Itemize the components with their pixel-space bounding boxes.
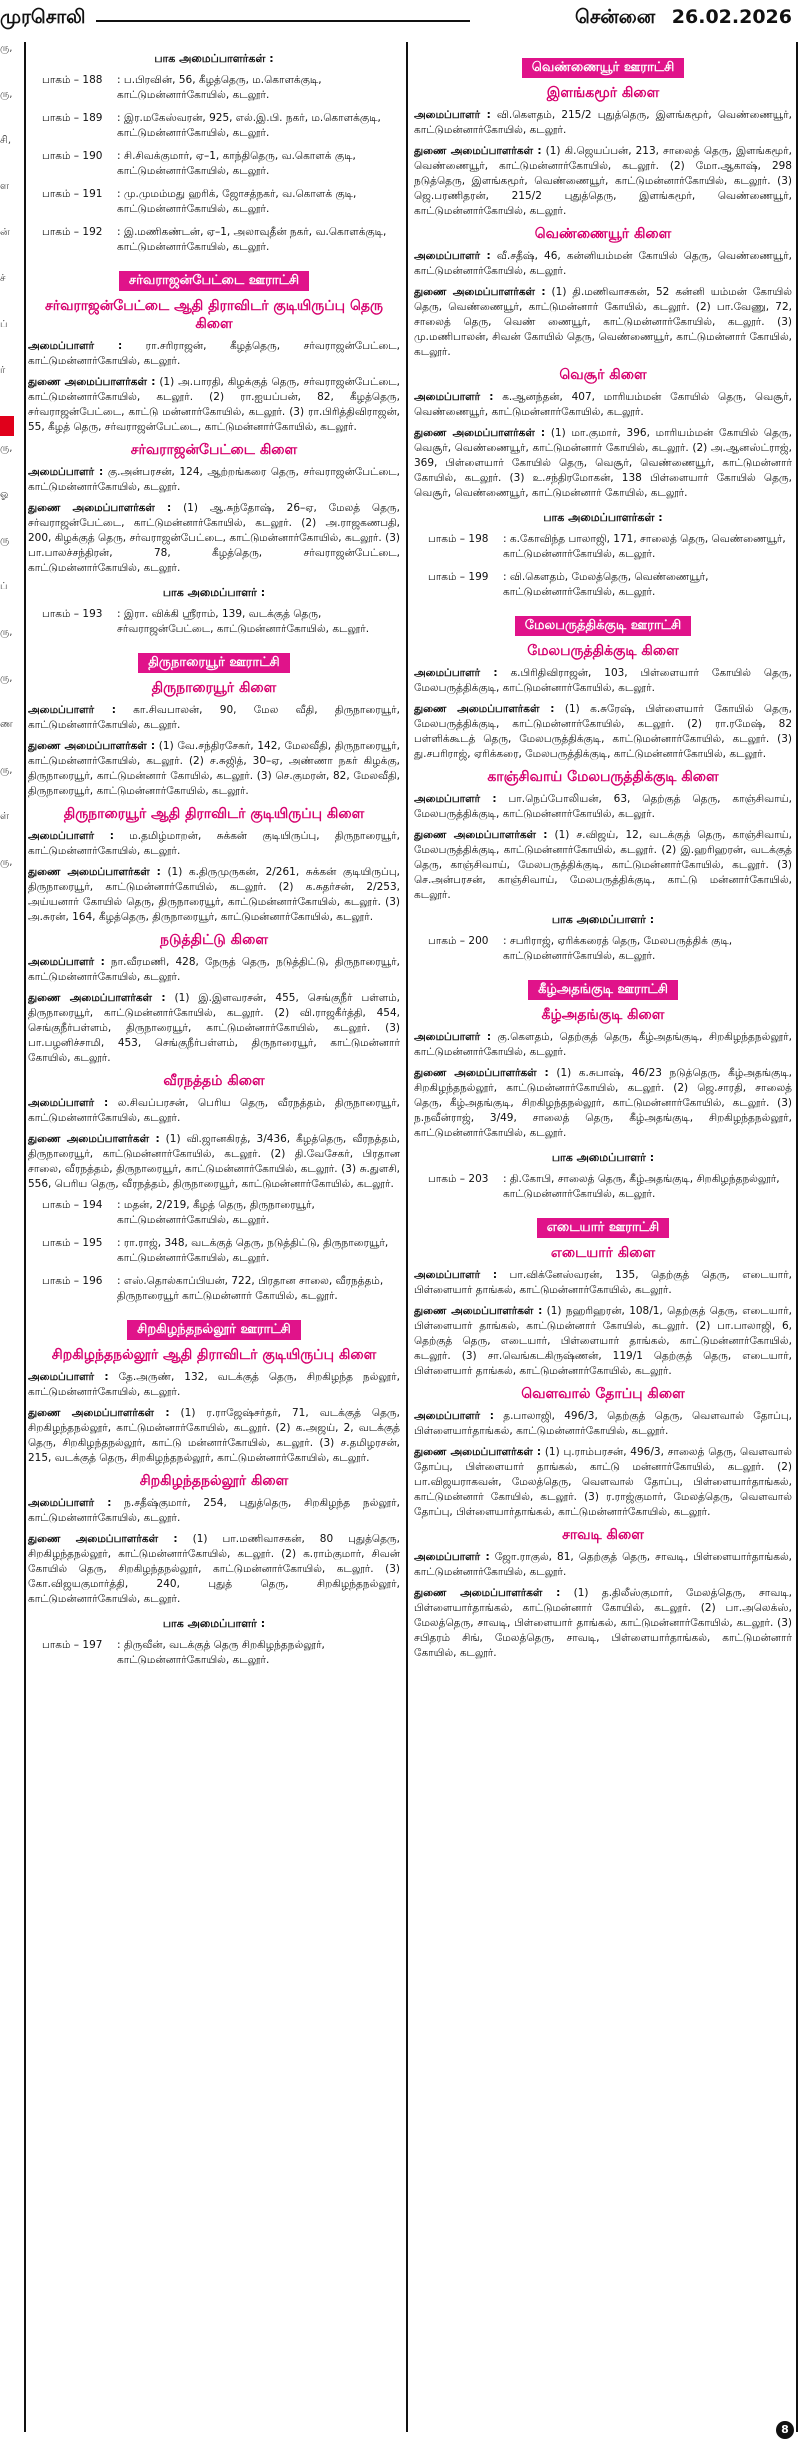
branch-heading: எடையார் கிளை (550, 1245, 656, 1261)
panchayat-banner-label: திருநாரையூர் ஊராட்சி (138, 653, 289, 673)
organizer-entry (414, 1030, 792, 1060)
booth-entry (28, 149, 400, 179)
role-label: அமைப்பாளர் : (414, 793, 497, 805)
booth-details: : மு.முமம்மது ஹரிக், ஜோசத்நகர், வ.கொளக் குடி, காட்டுமன்னார்கோயில், கடலூர். (117, 188, 357, 215)
organizer-details: பா.விக்னேஸ்வரன், 135, தெற்குத் தெரு, எடையார், பிள்ளையார் தாங்கல், காட்டுமன்னார்கோயில், கடலூர். (414, 1269, 792, 1296)
booth-details: : க.கோவிந்த பாலாஜி, 171, சாலைத் தெரு, வெண்ணையூர், காட்டுமன்னார்கோயில், கடலூர். (503, 533, 786, 560)
header-rule (96, 20, 470, 22)
organizer-entry (414, 108, 792, 138)
role-label: அமைப்பாளர் : (28, 466, 104, 478)
branch-heading: சாவடி கிளை (562, 1527, 644, 1543)
booth-details: : இரா. விக்கி ஸ்ரீராம், 139, வடக்குத் தெரு, சர்வராஜன்பேட்டை, காட்டுமன்னார்கோயில், கடலூர். (117, 608, 370, 635)
organizer-details: (1) இ.இளவரசன், 455, செங்குநீர் பள்ளம், திருநாரையூர், காட்டுமன்னார்கோயில், கடலூர். (2) வி.ராஜகீர்த்தி, 454, செங்குநீர்பள்ளம், திருநாரையூர், காட்டுமன்னார்கோயில், கடலூர். (3) பா.பழனிச்சாமி, 453, செங்குநீர்பள்ளம், திருநாரையூர், காட்டுமன்னார் கோயில், கடலூர். (28, 992, 400, 1064)
booth-entry (28, 1638, 400, 1668)
organizer-details: (1) க.சுபாஷ், 46/23 நடுத்தெரு, கீழ்அதங்குடி, சிறகிழந்தநல்லூர், காட்டுமன்னார்கோயில், கடலூர். (2) ஜெ.சாரதி, சாலைத் தெரு, கீழ்அதங்குடி, சிறகிழந்தநல்லூர், காட்டுமன்னார்கோயில், கடலூர். (3) ந.நவீன்ராஜ், 3/49, சாலைத் தெரு, கீழ்அதங்குடி, சிறகிழந்தநல்லூர், காட்டுமன்னார்கோயில், கடலூர். (414, 1067, 792, 1139)
organizer-entry (414, 1409, 792, 1439)
booth-entry (414, 934, 792, 964)
panchayat-banner-label: கீழ்அதங்குடி ஊராட்சி (528, 980, 678, 1000)
section-caption: பாக அமைப்பாளர் : (551, 1151, 655, 1164)
left-edge-column-fragment (0, 42, 22, 2432)
edge-fragment: ன் (0, 227, 10, 238)
organizer-details: க.ஆனந்தன், 407, மாரியம்மன் கோயில் தெரு, வெசூர், வெண்ணையூர், காட்டுமன்னார்கோயில், கடலூர். (414, 391, 792, 418)
panchayat-banner (414, 978, 792, 1000)
role-label: அமைப்பாளர் : (28, 1097, 109, 1109)
newspaper-name: முரசொலி (0, 6, 86, 28)
organizer-entry (414, 666, 792, 696)
organizer-entry (28, 1132, 400, 1192)
edge-fragment: ரு, (0, 627, 13, 638)
section-caption: பாக அமைப்பாளர் : (162, 586, 266, 599)
organizer-entry (414, 249, 792, 279)
role-label: துணை அமைப்பாளர்கள் : (414, 145, 542, 157)
role-label: அமைப்பாளர் : (414, 1031, 492, 1043)
organizer-details: தே.அருண், 132, வடக்குத் தெரு, சிறகிழந்த நல்லூர், காட்டுமன்னார்கோயில், கடலூர். (28, 1371, 400, 1398)
panchayat-banner (414, 614, 792, 636)
booth-number: பாகம் – 193 (42, 608, 103, 620)
organizer-entry (414, 285, 792, 360)
role-label: அமைப்பாளர் : (414, 109, 491, 121)
edge-fragment: ரு, (0, 765, 13, 776)
branch-heading: வெளவால் தோப்பு கிளை (521, 1386, 685, 1402)
booth-details: : எஸ்.தொல்காப்பியன், 722, பிரதான சாலை, வீரநத்தம், திருநாரையூர் காட்டுமன்னார் கோயில், கடலூர். (117, 1275, 384, 1302)
masthead (0, 0, 800, 42)
panchayat-banner (414, 56, 792, 78)
edge-fragment: ப் (0, 581, 8, 592)
branch-heading: சிறகிழந்தநல்லூர் கிளை (139, 1473, 289, 1489)
booth-entry (28, 225, 400, 255)
edge-fragment: ப் (0, 319, 8, 330)
organizer-details: ல.சிவப்பரசன், பெரிய தெரு, வீரநத்தம், திருநாரையூர், காட்டுமன்னார்கோயில், கடலூர். (28, 1097, 400, 1124)
edge-fragment: ரு, (0, 43, 13, 54)
booth-entry (28, 111, 400, 141)
role-label: துணை அமைப்பாளர்கள் : (414, 1067, 549, 1079)
role-label: துணை அமைப்பாளர்கள் : (414, 703, 555, 715)
booth-entry (28, 1274, 400, 1304)
organizer-details: (1) வி.ஜானகிரத், 3/436, கீழத்தெரு, வீரநத்தம், திருநாரையூர், காட்டுமன்னார்கோயில், கடலூர். (2) தி.வேசேகர், பிரதான சாலை, வீரநத்தம், திருநாரையூர், காட்டுமன்னார்கோயில், கடலூர். (3) சு.துளசி, 556, பெரிய தெரு, வீரநத்தம், திருநாரையூர், காட்டுமன்னார்கோயில், கடலூர். (28, 1133, 400, 1190)
edge-fragment: ச் (0, 273, 6, 284)
role-label: துணை அமைப்பாளர்கள் : (414, 427, 546, 439)
organizer-entry (28, 465, 400, 495)
section-caption: பாக அமைப்பாளர்கள் : (543, 511, 663, 524)
organizer-entry (414, 426, 792, 501)
organizer-entry (28, 1496, 400, 1526)
organizer-details: (1) ஆ.சுந்தோஷ், 26–ஏ, மேலத் தெரு, சர்வராஜன்பேட்டை, காட்டுமன்னார்கோயில், கடலூர். (2) அ.ராஜகணபதி, 200, கிழக்குத் தெரு, சர்வராஜன்பேட்டை, காட்டுமன்னார்கோயில், கடலூர். (3) பா.பாலச்சந்திரன், 78, கீழத்தெரு, சர்வராஜன்பேட்டை, காட்டுமன்னார்கோயில், கடலூர். (28, 502, 400, 574)
role-label: அமைப்பாளர் : (414, 667, 498, 679)
organizer-details: (1) க.சுரேஷ், பிள்ளையார் கோயில் தெரு, மேலபருத்திக்குடி, காட்டுமன்னார்கோயில், கடலூர். (2) ரா.ரமேஷ், 82 பள்ளிக்கூடத் தெரு, மேலபருத்திக்குடி, காட்டுமன்னார்கோயில், கடலூர். (3) து.சபரிராஜ், ஏரிக்கரை, மேலபருத்திக்குடி, காட்டுமன்னார்கோயில், கடலூர். (414, 703, 792, 760)
booth-details: : மதன், 2/219, கீழத் தெரு, திருநாரையூர், காட்டுமன்னார்கோயில், கடலூர். (117, 1199, 315, 1226)
panchayat-banner-label: சிறகிழந்தநல்லூர் ஊராட்சி (127, 1320, 301, 1340)
booth-entry (414, 1172, 792, 1202)
booth-number: பாகம் – 203 (428, 1173, 489, 1185)
organizer-entry (414, 1066, 792, 1141)
organizer-details: (1) தி.மணிவாசகன், 52 கன்னி யம்மன் கோயில் தெரு, வெண்ணையூர், காட்டுமன்னார் கோயில், கடலூர். (2) பா.வேணு, 72, சாலைத் தெரு, வெண் ணையூர், காட்டுமன்னார்கோயில், கடலூர். (3) மு.மணிபாலன், சிவன் கோயில் தெரு, வெண்ணையூர், காட்டுமன்னார் கோயில், கடலூர். (414, 286, 792, 358)
red-marker (0, 416, 14, 436)
edge-fragment: ரு, (0, 857, 13, 868)
organizer-details: (1) ர.ராஜேஷ்சர்தர், 71, வடக்குத் தெரு, சிறகிழந்தநல்லூர், காட்டுமன்னார்கோயில், கடலூர். (2) க.அஜய், 2, வடக்குத் தெரு, சிறகிழந்தநல்லூர், காட்டு மன்னார்கோயில், கடலூர். (3) ச.தமிழரசன், 215, வடக்குத் தெரு, சிறகிழந்தநல்லூர், காட்டுமன்னார்கோயில், கடலூர். (28, 1407, 400, 1464)
section-caption: பாக அமைப்பாளர் : (162, 1617, 266, 1630)
role-label: அமைப்பாளர் : (414, 250, 491, 262)
role-label: துணை அமைப்பாளர்கள் : (414, 1587, 561, 1599)
branch-heading: கீழ்அதங்குடி கிளை (541, 1007, 665, 1023)
panchayat-banner-label: எடையார் ஊராட்சி (537, 1218, 669, 1238)
edge-fragment: ரு (0, 535, 10, 546)
branch-heading: வெண்ணையூர் கிளை (534, 226, 672, 242)
booth-entry (28, 1236, 400, 1266)
booth-entry (28, 607, 400, 637)
role-label: அமைப்பாளர் : (28, 1371, 109, 1383)
organizer-details: ந.சதீஷ்குமார், 254, புதுத்தெரு, சிறகிழந்த நல்லூர், காட்டுமன்னார்கோயில், கடலூர். (28, 1497, 400, 1524)
organizer-entry (28, 1370, 400, 1400)
booth-entry (414, 570, 792, 600)
role-label: துணை அமைப்பாளர்கள் : (414, 286, 546, 298)
column-divider-middle (406, 42, 408, 2432)
organizer-entry (28, 991, 400, 1066)
page-number-badge: 8 (776, 2421, 794, 2439)
organizer-details: (1) ச.விஜய், 12, வடக்குத் தெரு, காஞ்சிவாய், மேலபருத்திக்குடி, காட்டுமன்னார்கோயில், கடலூர். (2) இ.ஹரிஹரன், வடக்குத் தெரு, காஞ்சிவாய், மேலபருத்திக்குடி, காட்டுமன்னார்கோயில், கடலூர். (3) செ.அன்பரசன், காஞ்சிவாய், மேலபருத்திக்குடி, காட்டு மன்னார்கோயில், கடலூர். (414, 829, 792, 901)
column-divider-right (796, 42, 798, 2432)
panchayat-banner-label: வெண்ணையூர் ஊராட்சி (522, 58, 685, 78)
booth-details: : இ.மணிகண்டன், ஏ–1, அலாவுதீன் நகர், வ.கொளக்குடி, காட்டுமன்னார்கோயில், கடலூர். (117, 226, 387, 253)
organizer-entry (28, 739, 400, 799)
edge-fragment: ரு, (0, 673, 13, 684)
organizer-entry (28, 955, 400, 985)
branch-heading: நடுத்திட்டு கிளை (160, 932, 268, 948)
organizer-entry (28, 703, 400, 733)
organizer-entry (28, 339, 400, 369)
edge-fragment: ரு, (0, 443, 13, 454)
city: சென்னை (575, 6, 656, 28)
booth-entry (28, 187, 400, 217)
booth-number: பாகம் – 197 (42, 1639, 103, 1651)
role-label: துணை அமைப்பாளர்கள் : (414, 829, 548, 841)
edge-fragment: ஓ (0, 489, 9, 500)
branch-heading: திருநாரையூர் ஆதி திராவிடர் குடியிருப்பு கிளை (63, 806, 365, 822)
role-label: அமைப்பாளர் : (414, 391, 494, 403)
organizer-entry (28, 829, 400, 859)
organizer-details: ஜோ.ராகுல், 81, தெற்குத் தெரு, சாவடி, பிள்ளையார்தாங்கல், காட்டுமன்னார்கோயில், கடலூர். (414, 1551, 792, 1578)
organizer-entry (414, 1304, 792, 1379)
booth-number: பாகம் – 191 (42, 188, 103, 200)
organizer-entry (414, 1445, 792, 1520)
page-body (0, 42, 800, 2432)
role-label: துணை அமைப்பாளர்கள் : (28, 1407, 170, 1419)
organizer-details: பா.நெப்போலியன், 63, தெற்குத் தெரு, காஞ்சிவாய், மேலபருத்திக்குடி, காட்டுமன்னார்கோயில், கடலூர். (414, 793, 792, 820)
organizer-details: வீ.சதீஷ், 46, கன்னியம்மன் கோயில் தெரு, வெண்ணையூர், காட்டுமன்னார்கோயில், கடலூர். (414, 250, 792, 277)
organizer-details: ரா.சரிராஜன், கீழத்தெரு, சர்வராஜன்பேட்டை, காட்டுமன்னார்கோயில், கடலூர். (28, 340, 400, 367)
organizer-entry (414, 144, 792, 219)
role-label: அமைப்பாளர் : (28, 830, 114, 842)
booth-number: பாகம் – 196 (42, 1275, 103, 1287)
role-label: துணை அமைப்பாளர்கள் : (28, 866, 161, 878)
role-label: துணை அமைப்பாளர்கள் : (28, 1133, 160, 1145)
branch-heading: வெசூர் கிளை (559, 367, 647, 383)
organizer-entry (414, 792, 792, 822)
booth-details: : திருவீன், வடக்குத் தெரு சிறகிழந்தநல்லூர், காட்டுமன்னார்கோயில், கடலூர். (117, 1639, 325, 1666)
organizer-entry (414, 1268, 792, 1298)
organizer-entry (28, 375, 400, 435)
city-date (565, 6, 792, 31)
booth-number: பாகம் – 188 (42, 74, 103, 86)
organizer-details: (1) வே.சந்திரசேகர், 142, மேலவீதி, திருநாரையூர், காட்டுமன்னார்கோயில், கடலூர். (2) ச.சுஜித், 30–ஏ, அண்ணா நகர் கிழக்கு, திருநாரையூர், காட்டுமன்னார் கோயில், கடலூர். (3) செ.குமரன், 82, மேலவீதி, திருநாரையூர், காட்டுமன்னார்கோயில், கடலூர். (28, 740, 400, 797)
booth-details: : தி.கோபி, சாலைத் தெரு, கீழ்அதங்குடி, சிறகிழந்தநல்லூர், காட்டுமன்னார்கோயில், கடலூர். (503, 1173, 780, 1200)
branch-heading: காஞ்சிவாய் மேலபருத்திக்குடி கிளை (487, 769, 719, 785)
edge-fragment: சி, (0, 135, 12, 146)
booth-entry (414, 532, 792, 562)
booth-number: பாகம் – 194 (42, 1199, 103, 1211)
section-caption: பாக அமைப்பாளர்கள் : (154, 52, 274, 65)
organizer-entry (28, 1406, 400, 1466)
role-label: துணை அமைப்பாளர்கள் : (28, 376, 156, 388)
booth-details: : சபரிராஜ், ஏரிக்கரைத் தெரு, மேலபருத்திக் குடி, காட்டுமன்னார்கோயில், கடலூர். (503, 935, 733, 962)
organizer-details: கா.சிவபாலன், 90, மேல வீதி, திருநாரையூர், காட்டுமன்னார்கோயில், கடலூர். (28, 704, 400, 731)
column-1 (28, 42, 400, 2432)
organizer-details: (1) மா.குமார், 396, மாரியம்மன் கோயில் தெரு, வெசூர், வெண்ணையூர், காட்டுமன்னார் கோயில், கடலூர். (2) அ.ஆனஸ்ட்ராஜ், 369, பிள்ளையார் கோயில் தெரு, வெசூர், வெண்ணையூர், காட்டுமன்னார் கோயில், கடலூர். (3) உ.சந்திரமோகன், 138 பிள்ளையார் கோயில் தெரு, வெசூர், வெண்ணையூர், காட்டுமன்னார் கோயில், கடலூர். (414, 427, 792, 499)
panchayat-banner-label: சர்வராஜன்பேட்டை ஊராட்சி (119, 271, 309, 291)
role-label: அமைப்பாளர் : (414, 1551, 490, 1563)
organizer-details: நா.வீரமணி, 428, நேருத் தெரு, நடுத்திட்டு, திருநாரையூர், காட்டுமன்னார்கோயில், கடலூர். (28, 956, 400, 983)
organizer-entry (414, 1550, 792, 1580)
branch-heading: சர்வராஜன்பேட்டை ஆதி திராவிடர் குடியிருப்பு தெரு கிளை (45, 298, 383, 332)
booth-number: பாகம் – 199 (428, 571, 489, 583)
role-label: அமைப்பாளர் : (28, 340, 123, 352)
booth-number: பாகம் – 189 (42, 112, 103, 124)
panchayat-banner-label: மேலபருத்திக்குடி ஊராட்சி (515, 616, 691, 636)
role-label: துணை அமைப்பாளர்கள் : (28, 502, 172, 514)
organizer-entry (28, 501, 400, 576)
edge-fragment: ர் (0, 365, 6, 376)
booth-number: பாகம் – 198 (428, 533, 489, 545)
branch-heading: சர்வராஜன்பேட்டை கிளை (130, 442, 298, 458)
role-label: அமைப்பாளர் : (414, 1410, 494, 1422)
booth-entry (28, 1198, 400, 1228)
organizer-entry (28, 865, 400, 925)
organizer-details: (1) பா.மணிவாசகன், 80 புதுத்தெரு, சிறகிழந்தநல்லூர், காட்டுமன்னார்கோயில், கடலூர். (2) க.ராம்குமார், சிவன் கோயில் தெரு, சிறகிழந்தநல்லூர், காட்டுமன்னார்கோயில், கடலூர். (3) கோ.விஜயகுமார்த்தி, 240, புதுத் தெரு, சிறகிழந்தநல்லூர், காட்டுமன்னார்கோயில், கடலூர். (28, 1533, 400, 1605)
column-divider-left (24, 42, 26, 2432)
organizer-entry (414, 828, 792, 903)
organizer-details: கு.கௌதம், தெற்குத் தெரு, கீழ்அதங்குடி, சிறகிழந்தநல்லூர், காட்டுமன்னார்கோயில், கடலூர். (414, 1031, 792, 1058)
role-label: அமைப்பாளர் : (28, 956, 105, 968)
organizer-details: (1) நஹரிஹரன், 108/1, தெற்குத் தெரு, எடையார், பிள்ளையார் தாங்கல், காட்டுமன்னார் கோயில், கடலூர். (2) பா.பாலாஜி, 6, தெற்குத் தெரு, எடையார், பிள்ளையார் தாங்கல், காட்டுமன்னார்கோயில், கடலூர். (3) சா.வெங்கடகிருஷ்ணன், 119/1 தெற்குத் தெரு, எடையார், பிள்ளையார் தாங்கல், காட்டுமன்னார்கோயில், கடலூர். (414, 1305, 792, 1377)
branch-heading: சிறகிழந்தநல்லூர் ஆதி திராவிடர் குடியிருப்பு கிளை (51, 1347, 377, 1363)
booth-number: பாகம் – 192 (42, 226, 103, 238)
role-label: துணை அமைப்பாளர்கள் : (28, 992, 166, 1004)
booth-details: : வி.கௌதம், மேலத்தெரு, வெண்ணையூர், காட்டுமன்னார்கோயில், கடலூர். (503, 571, 709, 598)
section-caption: பாக அமைப்பாளர் : (551, 913, 655, 926)
booth-details: : இர.மகேஸ்வரன், 925, எல்.இ.பி. நகர், ம.கொளக்குடி, காட்டுமன்னார்கோயில், கடலூர். (117, 112, 381, 139)
booth-details: : ரா.ராஜ், 348, வடக்குத் தெரு, நடுத்திட்டு, திருநாரையூர், காட்டுமன்னார்கோயில், கடலூர். (117, 1237, 389, 1264)
booth-details: : ப.பிரவின், 56, கீழத்தெரு, ம.கொளக்குடி, காட்டுமன்னார்கோயில், கடலூர். (117, 74, 322, 101)
branch-heading: திருநாரையூர் கிளை (151, 680, 277, 696)
panchayat-banner (414, 1216, 792, 1238)
organizer-details: த.பாலாஜி, 496/3, தெற்குத் தெரு, வெளவால் தோப்பு, பிள்ளையார்தாங்கல், காட்டுமன்னார்கோயில், கடலூர். (414, 1410, 792, 1437)
organizer-details: (1) பு.ராம்பரசன், 496/3, சாலைத் தெரு, வெளவால் தோப்பு, பிள்ளையார் தாங்கல், காட்டு மன்னார்கோயில், கடலூர். (2) பா.விஜயராகவன், மேலத்தெரு, வெளவால் தோப்பு, பிள்ளையார்தாங்கல், காட்டுமன்னார் கோயில், கடலூர். (3) ர.ராஜ்குமார், மேலத்தெரு, வெளவால் தோப்பு, பிள்ளையார்தாங்கல், காட்டுமன்னார்கோயில், கடலூர். (414, 1446, 792, 1518)
organizer-entry (28, 1096, 400, 1126)
branch-heading: வீரநத்தம் கிளை (163, 1073, 265, 1089)
organizer-details: (1) த.திலீஸ்குமார், மேலத்தெரு, சாவடி, பிள்ளையார்தாங்கல், காட்டுமன்னார் கோயில், கடலூர். (2) பா.அலெக்ஸ், மேலத்தெரு, சாவடி, பிள்ளையார் தாங்கல், காட்டுமன்னார்கோயில், கடலூர். (3) சபிதரம் சிங், மேலத்தெரு, சாவடி, பிள்ளையார்தாங்கல், காட்டுமன்னார் கோயில், கடலூர். (414, 1587, 792, 1659)
booth-number: பாகம் – 200 (428, 935, 489, 947)
organizer-entry (28, 1532, 400, 1607)
panchayat-banner (28, 1318, 400, 1340)
edge-fragment: ள் (0, 811, 10, 822)
role-label: துணை அமைப்பாளர்கள் : (414, 1305, 543, 1317)
role-label: துணை அமைப்பாளர்கள் : (414, 1446, 542, 1458)
role-label: அமைப்பாளர் : (414, 1269, 498, 1281)
column-2 (414, 42, 792, 2432)
edge-fragment: ண (0, 719, 13, 730)
organizer-details: வி.கௌதம், 215/2 புதுத்தெரு, இளங்கமூர், வெண்ணையூர், காட்டுமன்னார்கோயில், கடலூர். (414, 109, 792, 136)
role-label: துணை அமைப்பாளர்கள் : (28, 740, 156, 752)
organizer-details: க.பிரிதிவிராஜன், 103, பிள்ளையார் கோயில் தெரு, மேலபருத்திக்குடி, காட்டுமன்னார்கோயில், கடலூர். (414, 667, 792, 694)
role-label: துணை அமைப்பாளர்கள் : (28, 1533, 178, 1545)
organizer-details: கு.அன்பரசன், 124, ஆற்றங்கரை தெரு, சர்வராஜன்பேட்டை, காட்டுமன்னார்கோயில், கடலூர். (28, 466, 400, 493)
organizer-details: (1) க.திருமுருகன், 2/261, சுக்கன் குடியிருப்பு, திருநாரையூர், காட்டுமன்னார்கோயில், கடலூர். (2) க.சுதர்சன், 2/253, அய்யனார் கோயில் தெரு, திருநாரையூர், காட்டுமன்னார்கோயில், கடலூர். (3) அ.சுரன், 164, கீழத்தெரு, திருநாரையூர், காட்டுமன்னார்கோயில், கடலூர். (28, 866, 400, 923)
edge-fragment: ள (0, 181, 10, 192)
organizer-entry (414, 390, 792, 420)
branch-heading: மேலபருத்திக்குடி கிளை (527, 643, 679, 659)
organizer-details: (1) அ.பாரதி, கிழக்குத் தெரு, சர்வராஜன்பேட்டை, காட்டுமன்னார்கோயில், கடலூர். (2) ரா.ஐயப்பன், 82, கீழத்தெரு, சர்வராஜன்பேட்டை, காட்டு மன்னார்கோயில், கடலூர். (3) ரா.பிரித்திவிராஜன், 55, கீழத் தெரு, சர்வராஜன்பேட்டை, காட்டுமன்னார்கோயில், கடலூர். (28, 376, 400, 433)
booth-number: பாகம் – 190 (42, 150, 103, 162)
panchayat-banner (28, 269, 400, 291)
organizer-entry (414, 702, 792, 762)
branch-heading: இளங்கமூர் கிளை (546, 85, 660, 101)
organizer-details: ம.தமிழ்மாறன், சுக்கன் குடியிருப்பு, திருநாரையூர், காட்டுமன்னார்கோயில், கடலூர். (28, 830, 400, 857)
role-label: அமைப்பாளர் : (28, 1497, 112, 1509)
organizer-entry (414, 1586, 792, 1661)
booth-details: : சி.சிவக்குமார், ஏ–1, காந்திதெரு, வ.கொளக் குடி, காட்டுமன்னார்கோயில், கடலூர். (117, 150, 356, 177)
date: 26.02.2026 (671, 6, 792, 28)
edge-fragment: ரு, (0, 89, 13, 100)
booth-entry (28, 73, 400, 103)
role-label: அமைப்பாளர் : (28, 704, 116, 716)
organizer-details: (1) கி.ஜெயப்பன், 213, சாலைத் தெரு, இளங்கமூர், வெண்ணையூர், காட்டுமன்னார்கோயில், கடலூர். (2) மோ.ஆகாஷ், 298 நடுத்தெரு, இளங்கமூர், வெண்ணையூர், காட்டுமன்னார்கோயில், கடலூர். (3) ஜெ.பரணிதரன், 215/2 புதுத்தெரு, இளங்கமூர், வெண்ணையூர், காட்டுமன்னார்கோயில், கடலூர். (414, 145, 792, 217)
panchayat-banner (28, 651, 400, 673)
booth-number: பாகம் – 195 (42, 1237, 103, 1249)
